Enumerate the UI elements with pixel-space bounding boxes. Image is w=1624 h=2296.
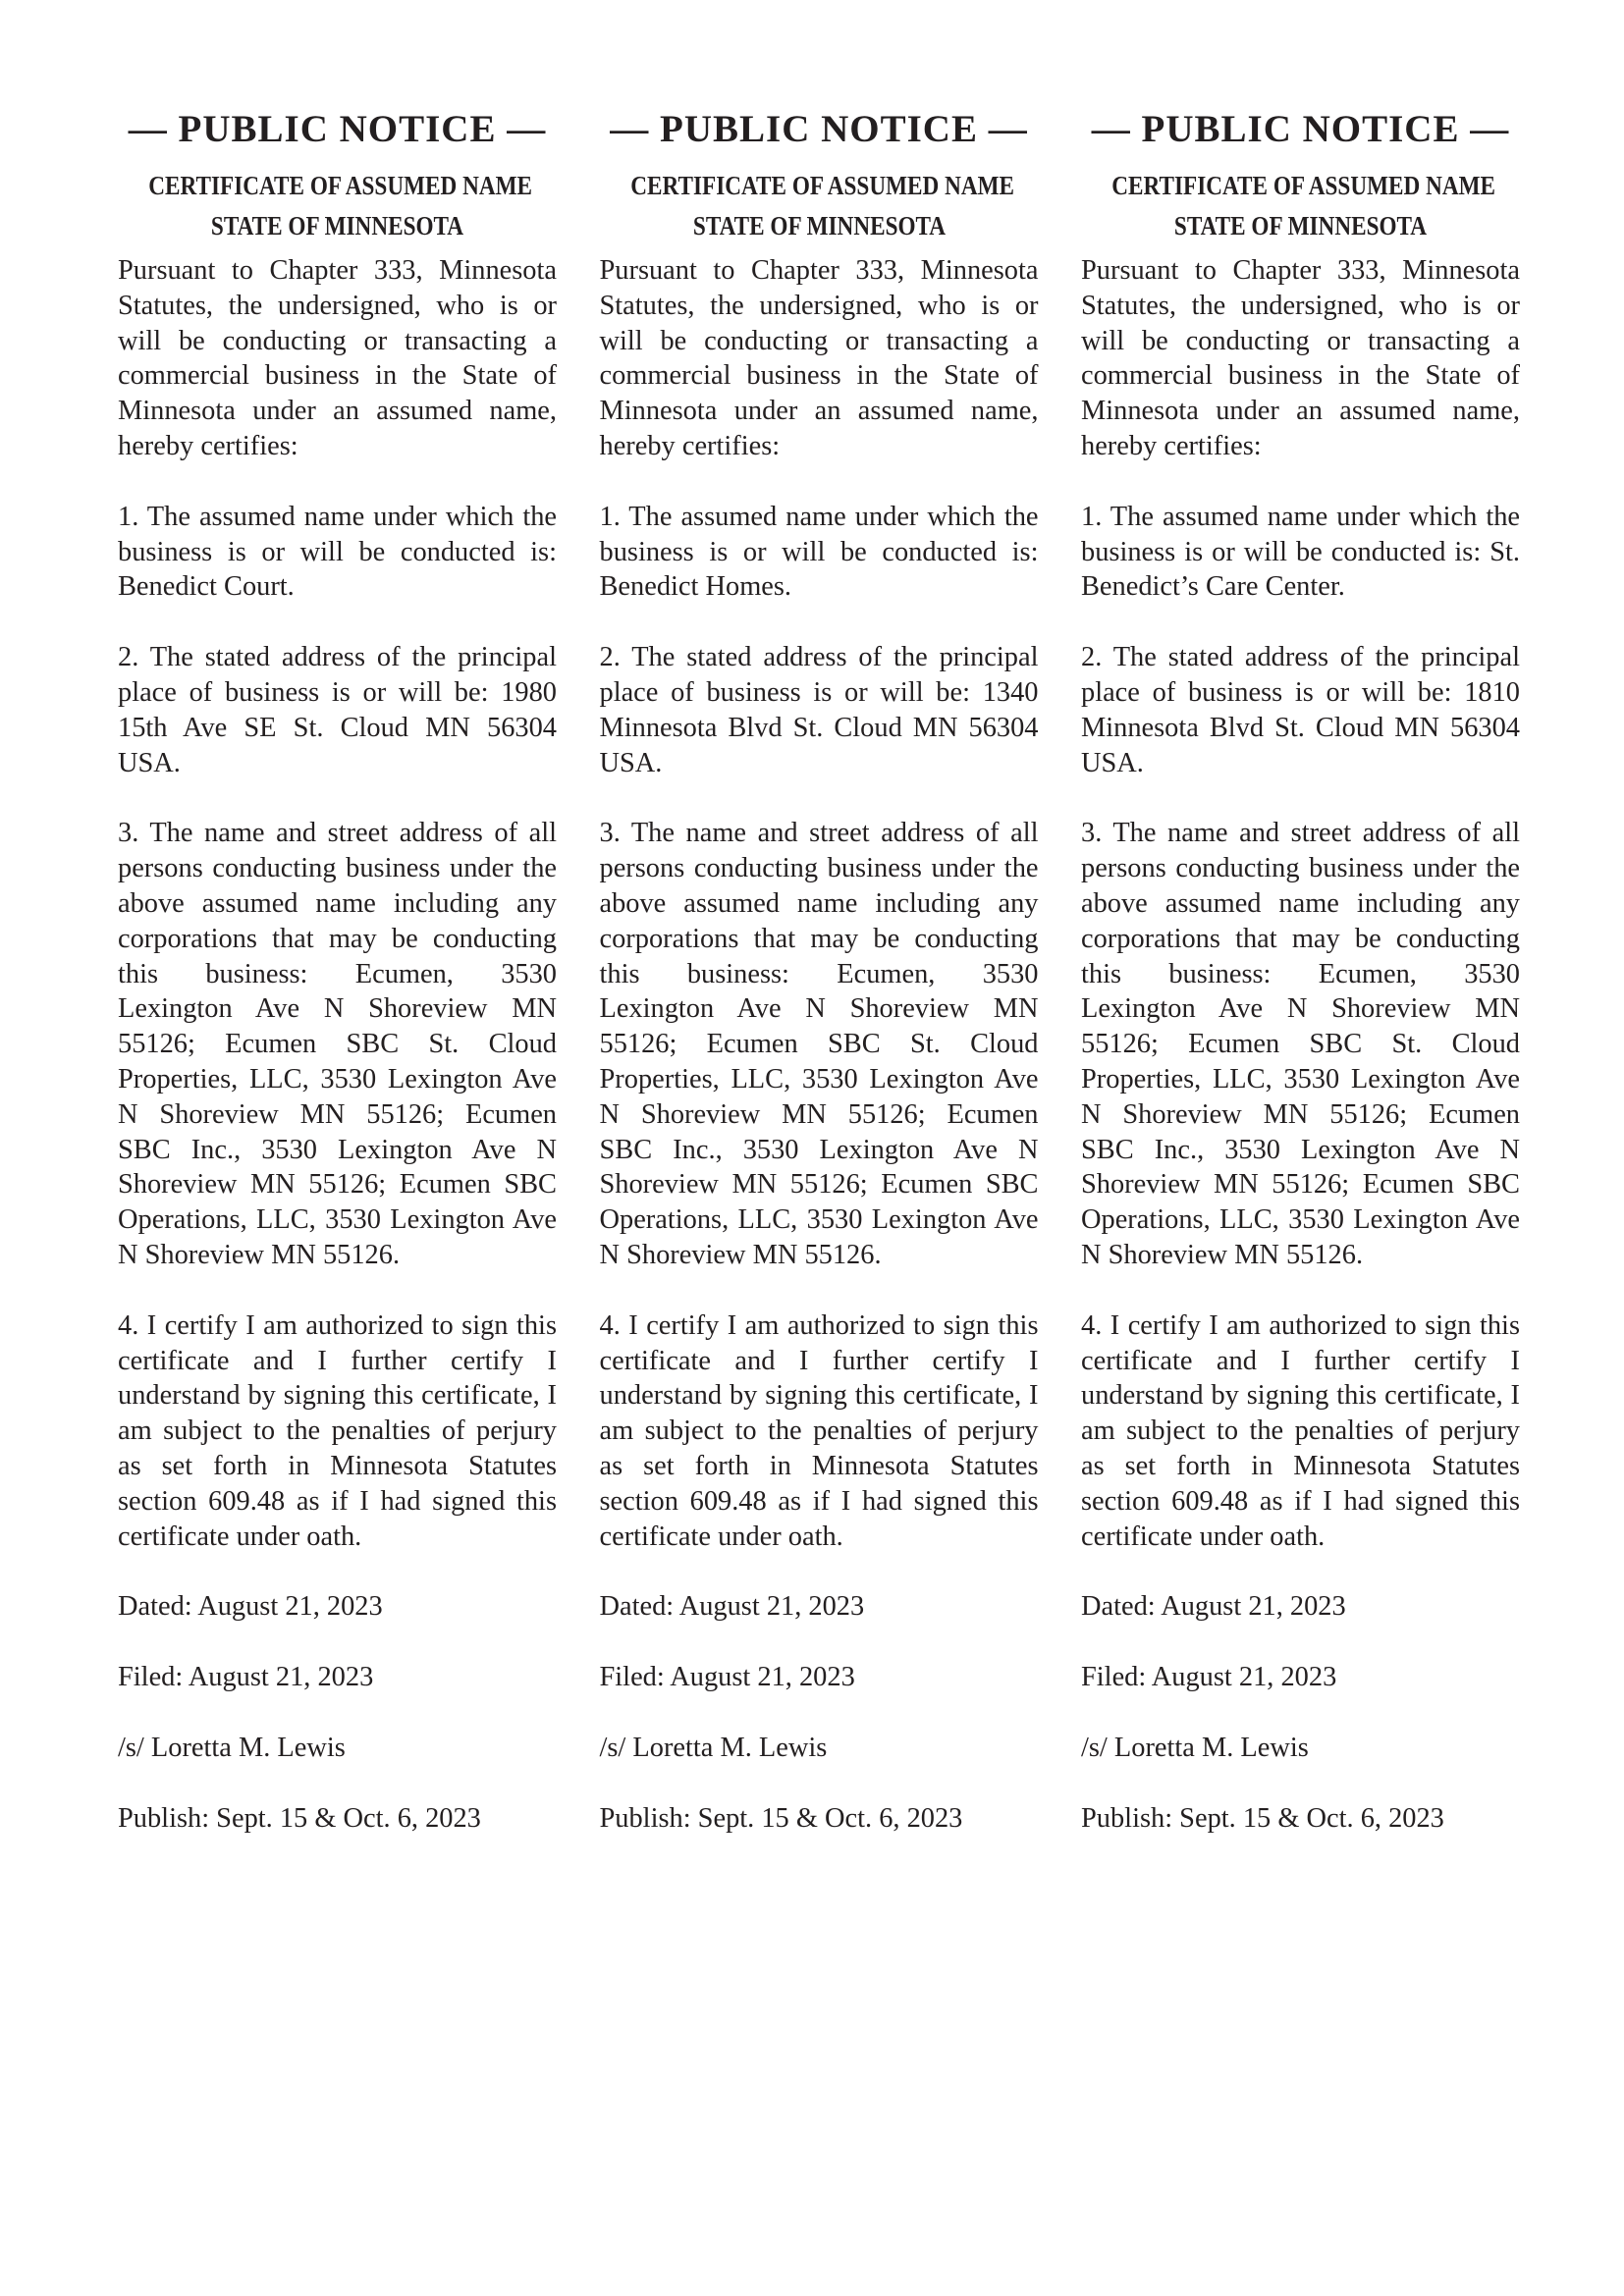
notice-signature: /s/ Loretta M. Lewis	[118, 1732, 346, 1763]
notice-item-1: 1. The assumed name under which the business is or will be conducted is: St. Benedict’s Care Center.	[1081, 501, 1520, 603]
notice-body	[600, 253, 1039, 1836]
header-dash-right: —	[988, 108, 1028, 150]
certificate-title: CERTIFICATE OF ASSUMED NAME	[148, 171, 533, 200]
notice-filed: Filed: August 21, 2023	[1081, 1662, 1337, 1693]
notice-dated: Dated: August 21, 2023	[118, 1591, 383, 1623]
certificate-state: STATE OF MINNESOTA	[1173, 211, 1428, 240]
notice-item-2: 2. The stated address of the principal place of business is or will be: 1810 Minnesota Blvd St. Cloud MN 56304 USA.	[1081, 642, 1520, 778]
notice-columns	[118, 106, 1520, 1871]
notice-header-text: PUBLIC NOTICE	[178, 108, 497, 150]
notice-item-4: 4. I certify I am authorized to sign this certificate and I further certify I understand by signing this certificate, I am subject to the penalties of perjury as set forth in Minnesota Statutes section 609.48 as if I had signed this certificate under oath.	[599, 1309, 1039, 1552]
notice-item-4: 4. I certify I am authorized to sign this certificate and I further certify I understand by signing this certificate, I am subject to the penalties of perjury as set forth in Minnesota Statutes section 609.48 as if I had signed this certificate under oath.	[1081, 1309, 1520, 1552]
notice-intro: Pursuant to Chapter 333, Minnesota Statutes, the undersigned, who is or will be conducting or transacting a commercial business in the State of Minnesota under an assumed name, hereby certifies:	[1081, 255, 1520, 461]
header-dash-left: —	[1091, 108, 1131, 150]
public-notice-st-benedicts-care-center	[1081, 106, 1520, 1871]
notice-dated: Dated: August 21, 2023	[599, 1591, 865, 1623]
notice-header	[118, 106, 557, 153]
notice-signature: /s/ Loretta M. Lewis	[599, 1732, 828, 1763]
notice-intro: Pursuant to Chapter 333, Minnesota Statutes, the undersigned, who is or will be conducting or transacting a commercial business in the State of Minnesota under an assumed name, hereby certifies:	[118, 255, 557, 461]
notice-header-text: PUBLIC NOTICE	[1141, 108, 1460, 150]
notice-item-1: 1. The assumed name under which the business is or will be conducted is: Benedict Homes.	[599, 501, 1039, 603]
notice-publish: Publish: Sept. 15 & Oct. 6, 2023	[118, 1802, 481, 1834]
notice-item-3: 3. The name and street address of all persons conducting business under the above assumed name including any corporations that may be conducting this business: Ecumen, 3530 Lexington Ave N Shoreview MN 55126; Ecumen SBC St. Cloud Properties, LLC, 3530 Lexington Ave N Shoreview MN 55126; Ecumen SBC Inc., 3530 Lexington Ave N Shoreview MN 55126; Ecumen SBC Operations, LLC, 3530 Lexington Ave N Shoreview MN 55126.	[118, 818, 557, 1270]
header-dash-right: —	[1470, 108, 1510, 150]
notice-item-1: 1. The assumed name under which the business is or will be conducted is: Benedict Court.	[118, 501, 557, 603]
certificate-title: CERTIFICATE OF ASSUMED NAME	[1111, 171, 1496, 200]
notice-header	[1081, 106, 1520, 153]
notice-filed: Filed: August 21, 2023	[118, 1662, 374, 1693]
certificate-state: STATE OF MINNESOTA	[210, 211, 464, 240]
notice-item-4: 4. I certify I am authorized to sign this certificate and I further certify I understand by signing this certificate, I am subject to the penalties of perjury as set forth in Minnesota Statutes section 609.48 as if I had signed this certificate under oath.	[118, 1309, 557, 1552]
public-notice-benedict-court	[118, 106, 557, 1871]
notice-filed: Filed: August 21, 2023	[599, 1662, 855, 1693]
certificate-state: STATE OF MINNESOTA	[692, 211, 946, 240]
notice-body	[1081, 253, 1520, 1836]
notice-body	[118, 253, 557, 1836]
notice-publish: Publish: Sept. 15 & Oct. 6, 2023	[599, 1802, 963, 1834]
certificate-title: CERTIFICATE OF ASSUMED NAME	[629, 171, 1014, 200]
public-notice-benedict-homes	[600, 106, 1039, 1871]
notice-signature: /s/ Loretta M. Lewis	[1081, 1732, 1309, 1763]
header-dash-right: —	[507, 108, 547, 150]
notice-intro: Pursuant to Chapter 333, Minnesota Statutes, the undersigned, who is or will be conducting or transacting a commercial business in the State of Minnesota under an assumed name, hereby certifies:	[599, 255, 1039, 461]
notice-publish: Publish: Sept. 15 & Oct. 6, 2023	[1081, 1802, 1444, 1834]
header-dash-left: —	[610, 108, 650, 150]
notice-dated: Dated: August 21, 2023	[1081, 1591, 1346, 1623]
notice-item-2: 2. The stated address of the principal place of business is or will be: 1980 15th Ave SE St. Cloud MN 56304 USA.	[118, 642, 557, 778]
notice-item-3: 3. The name and street address of all persons conducting business under the above assumed name including any corporations that may be conducting this business: Ecumen, 3530 Lexington Ave N Shoreview MN 55126; Ecumen SBC St. Cloud Properties, LLC, 3530 Lexington Ave N Shoreview MN 55126; Ecumen SBC Inc., 3530 Lexington Ave N Shoreview MN 55126; Ecumen SBC Operations, LLC, 3530 Lexington Ave N Shoreview MN 55126.	[599, 818, 1039, 1270]
notice-header-text: PUBLIC NOTICE	[660, 108, 978, 150]
notice-header	[600, 106, 1039, 153]
notice-item-3: 3. The name and street address of all persons conducting business under the above assumed name including any corporations that may be conducting this business: Ecumen, 3530 Lexington Ave N Shoreview MN 55126; Ecumen SBC St. Cloud Properties, LLC, 3530 Lexington Ave N Shoreview MN 55126; Ecumen SBC Inc., 3530 Lexington Ave N Shoreview MN 55126; Ecumen SBC Operations, LLC, 3530 Lexington Ave N Shoreview MN 55126.	[1081, 818, 1520, 1270]
notice-item-2: 2. The stated address of the principal place of business is or will be: 1340 Minnesota Blvd St. Cloud MN 56304 USA.	[599, 642, 1039, 778]
header-dash-left: —	[128, 108, 168, 150]
